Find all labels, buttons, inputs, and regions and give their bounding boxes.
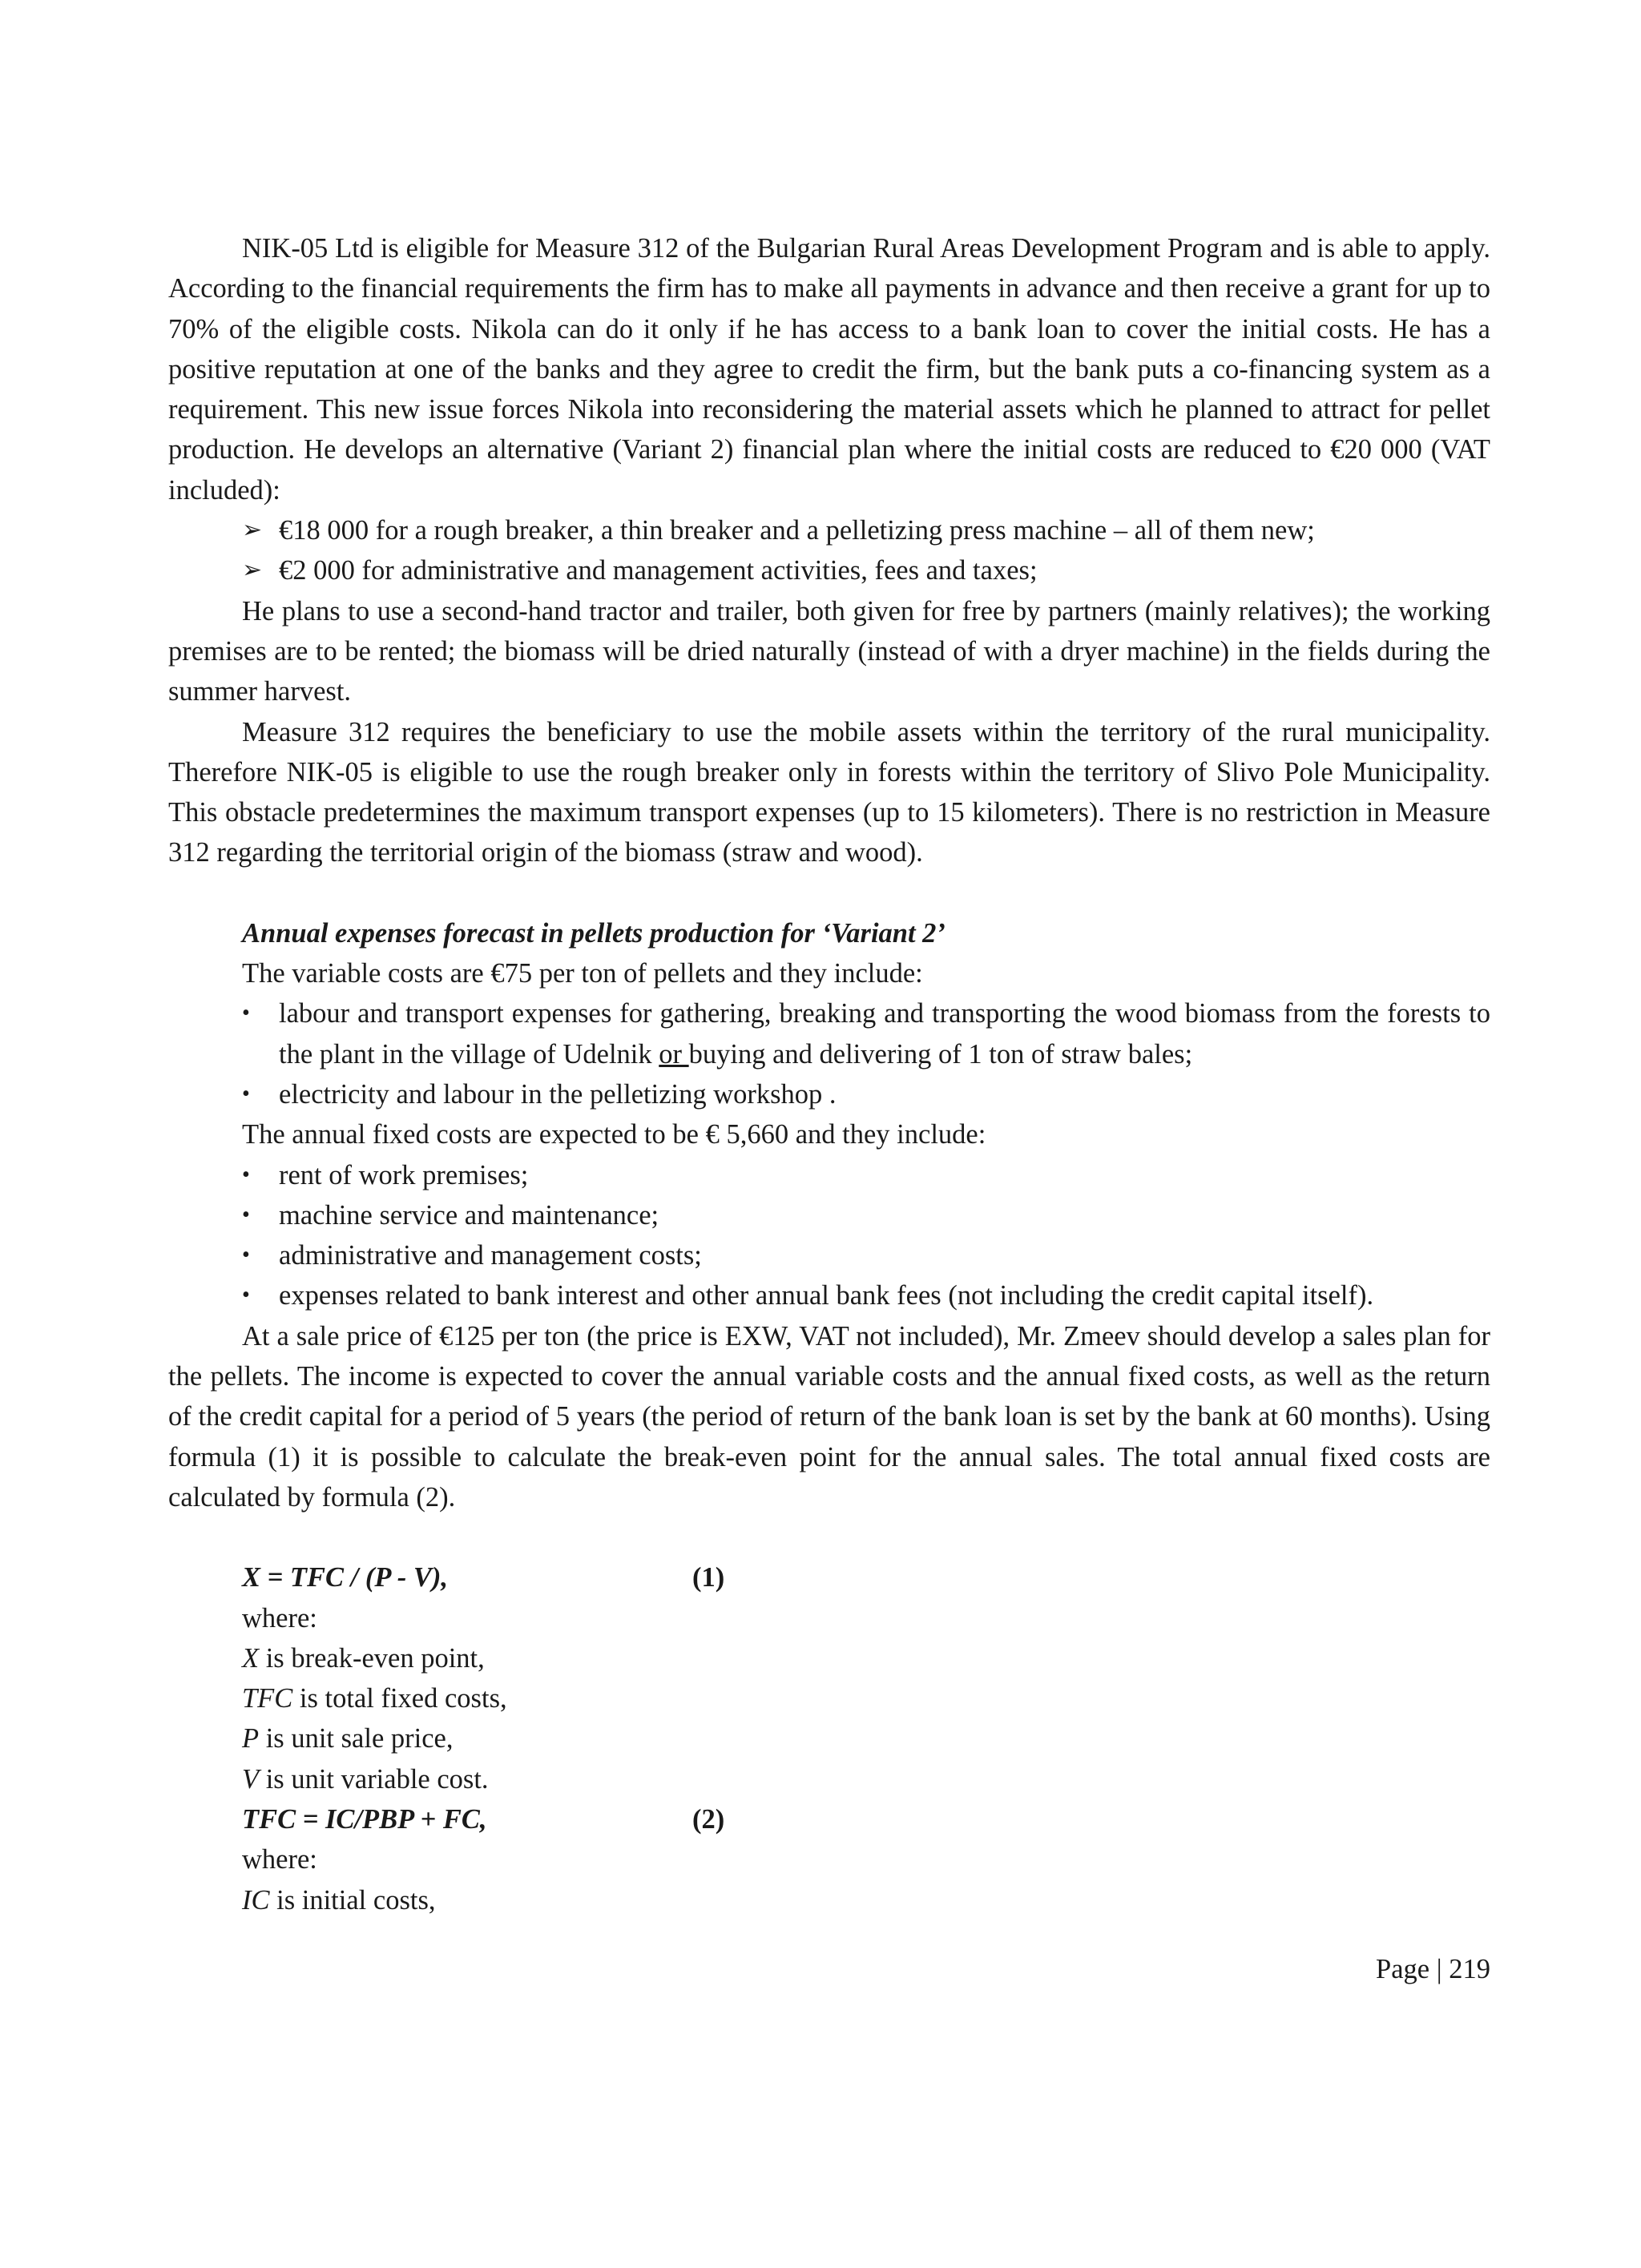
definition-symbol: V: [242, 1763, 260, 1795]
where-label: where:: [242, 1602, 317, 1634]
definition: [242, 1718, 1490, 1758]
list-item-text-part: labour and transport expenses for gathering, breaking and transporting the wood biomass from the forests to the plant in the village of Udelnik: [279, 998, 1490, 1070]
page-number: Page | 219: [1376, 1954, 1490, 1984]
list-item: [168, 1195, 1490, 1235]
dot-bullet-icon: •: [242, 1081, 250, 1106]
formula-number: (2): [692, 1803, 725, 1835]
list-item-text: expenses related to bank interest and other annual bank fees (not including the credit capital itself).: [279, 1280, 1374, 1311]
section-heading: Annual expenses forecast in pellets production for ‘Variant 2’: [242, 917, 945, 949]
definition-text: is unit sale price,: [259, 1723, 454, 1754]
definition-symbol: P: [242, 1723, 260, 1754]
dot-bullet-icon: •: [242, 1283, 250, 1308]
definition-text: is initial costs,: [269, 1884, 436, 1916]
definition-text: is break-even point,: [259, 1642, 485, 1674]
list-item: [168, 1235, 1490, 1275]
formula-2: [242, 1799, 1490, 1839]
definition-symbol: IC: [242, 1884, 270, 1916]
definition-symbol: X: [242, 1642, 260, 1674]
underlined-word: or: [659, 1038, 689, 1070]
initial-costs-list: [168, 510, 1490, 591]
variable-costs-list: [168, 993, 1490, 1114]
paragraph-tractor: He plans to use a second-hand tractor and trailer, both given for free by partners (mainly relatives); the working premises are to be rented; the biomass will be dried naturally (instead of with a dryer machine) in the fields during the summer harvest.: [168, 595, 1490, 707]
list-item-text: €2 000 for administrative and management activities, fees and taxes;: [279, 555, 1038, 586]
definition: [242, 1638, 1490, 1678]
dot-bullet-icon: •: [242, 1243, 250, 1268]
list-item-text: rent of work premises;: [279, 1159, 529, 1190]
formula-expression: X = TFC / (P - V),: [242, 1562, 448, 1593]
list-item-text: €18 000 for a rough breaker, a thin breaker and a pelletizing press machine – all of them new;: [279, 515, 1315, 546]
list-item-text: administrative and management costs;: [279, 1240, 702, 1271]
arrow-bullet-icon: ➢: [242, 557, 263, 584]
formula-1: [242, 1557, 1490, 1597]
list-item-text: machine service and maintenance;: [279, 1199, 659, 1231]
list-item: [168, 550, 1490, 590]
definition: [242, 1678, 1490, 1718]
paragraph-intro: NIK-05 Ltd is eligible for Measure 312 of the Bulgarian Rural Areas Development Program and is able to apply. According to the financial requirements the firm has to make all payments in advance and then receive a grant for up to 70% of the eligible costs. Nikola can do it only if he has access to a bank loan to cover the initial costs. He has a positive reputation at one of the banks and they agree to credit the firm, but the bank puts a co-financing system as a requirement. This new issue forces Nikola into reconsidering the material assets which he planned to attract for pellet production. He develops an alternative (Variant 2) financial plan where the initial costs are reduced to €20 000 (VAT included):: [168, 233, 1490, 506]
formulas-block: [168, 1557, 1490, 1920]
dot-bullet-icon: •: [242, 1162, 250, 1187]
definition: [242, 1759, 1490, 1799]
dot-bullet-icon: •: [242, 1001, 250, 1026]
definition-symbol: TFC: [242, 1683, 293, 1714]
formula-number: (1): [692, 1562, 725, 1593]
paragraph-measure: Measure 312 requires the beneficiary to use the mobile assets within the territory of the rural municipality. Therefore NIK-05 is eligible to use the rough breaker only in forests within the territory of Slivo Pole Municipality. This obstacle predetermines the maximum transport expenses (up to 15 kilometers). There is no restriction in Measure 312 regarding the territorial origin of the biomass (straw and wood).: [168, 716, 1490, 868]
where-label: where:: [242, 1844, 317, 1875]
list-item: [168, 510, 1490, 550]
fixed-costs-list: [168, 1155, 1490, 1316]
list-item: [168, 1155, 1490, 1195]
list-item-text-part: buying and delivering of 1 ton of straw bales;: [688, 1038, 1193, 1070]
paragraph-sales-plan: At a sale price of €125 per ton (the price is EXW, VAT not included), Mr. Zmeev should develop a sales plan for the pellets. The income is expected to cover the annual variable costs and the annual fixed costs, as well as the return of the credit capital for a period of 5 years (the period of return of the bank loan is set by the bank at 60 months). Using formula (1) it is possible to calculate the break-even point for the annual sales. The total annual fixed costs are calculated by formula (2).: [168, 1320, 1490, 1513]
list-item: [168, 993, 1490, 1074]
arrow-bullet-icon: ➢: [242, 517, 263, 544]
dot-bullet-icon: •: [242, 1202, 250, 1227]
list-item-text: electricity and labour in the pelletizing workshop .: [279, 1078, 837, 1110]
list-item: [168, 1275, 1490, 1315]
formula-expression: TFC = IC/PBP + FC,: [242, 1803, 487, 1835]
document-body: [168, 228, 1490, 1920]
definition-text: is total fixed costs,: [292, 1683, 507, 1714]
fixed-costs-intro: The annual fixed costs are expected to be € 5,660 and they include:: [242, 1119, 986, 1150]
list-item-text: [279, 993, 1490, 1074]
variable-costs-intro: The variable costs are €75 per ton of pellets and they include:: [242, 958, 923, 989]
definition-text: is unit variable cost.: [259, 1763, 489, 1795]
list-item: [168, 1074, 1490, 1114]
definition: [242, 1880, 1490, 1920]
